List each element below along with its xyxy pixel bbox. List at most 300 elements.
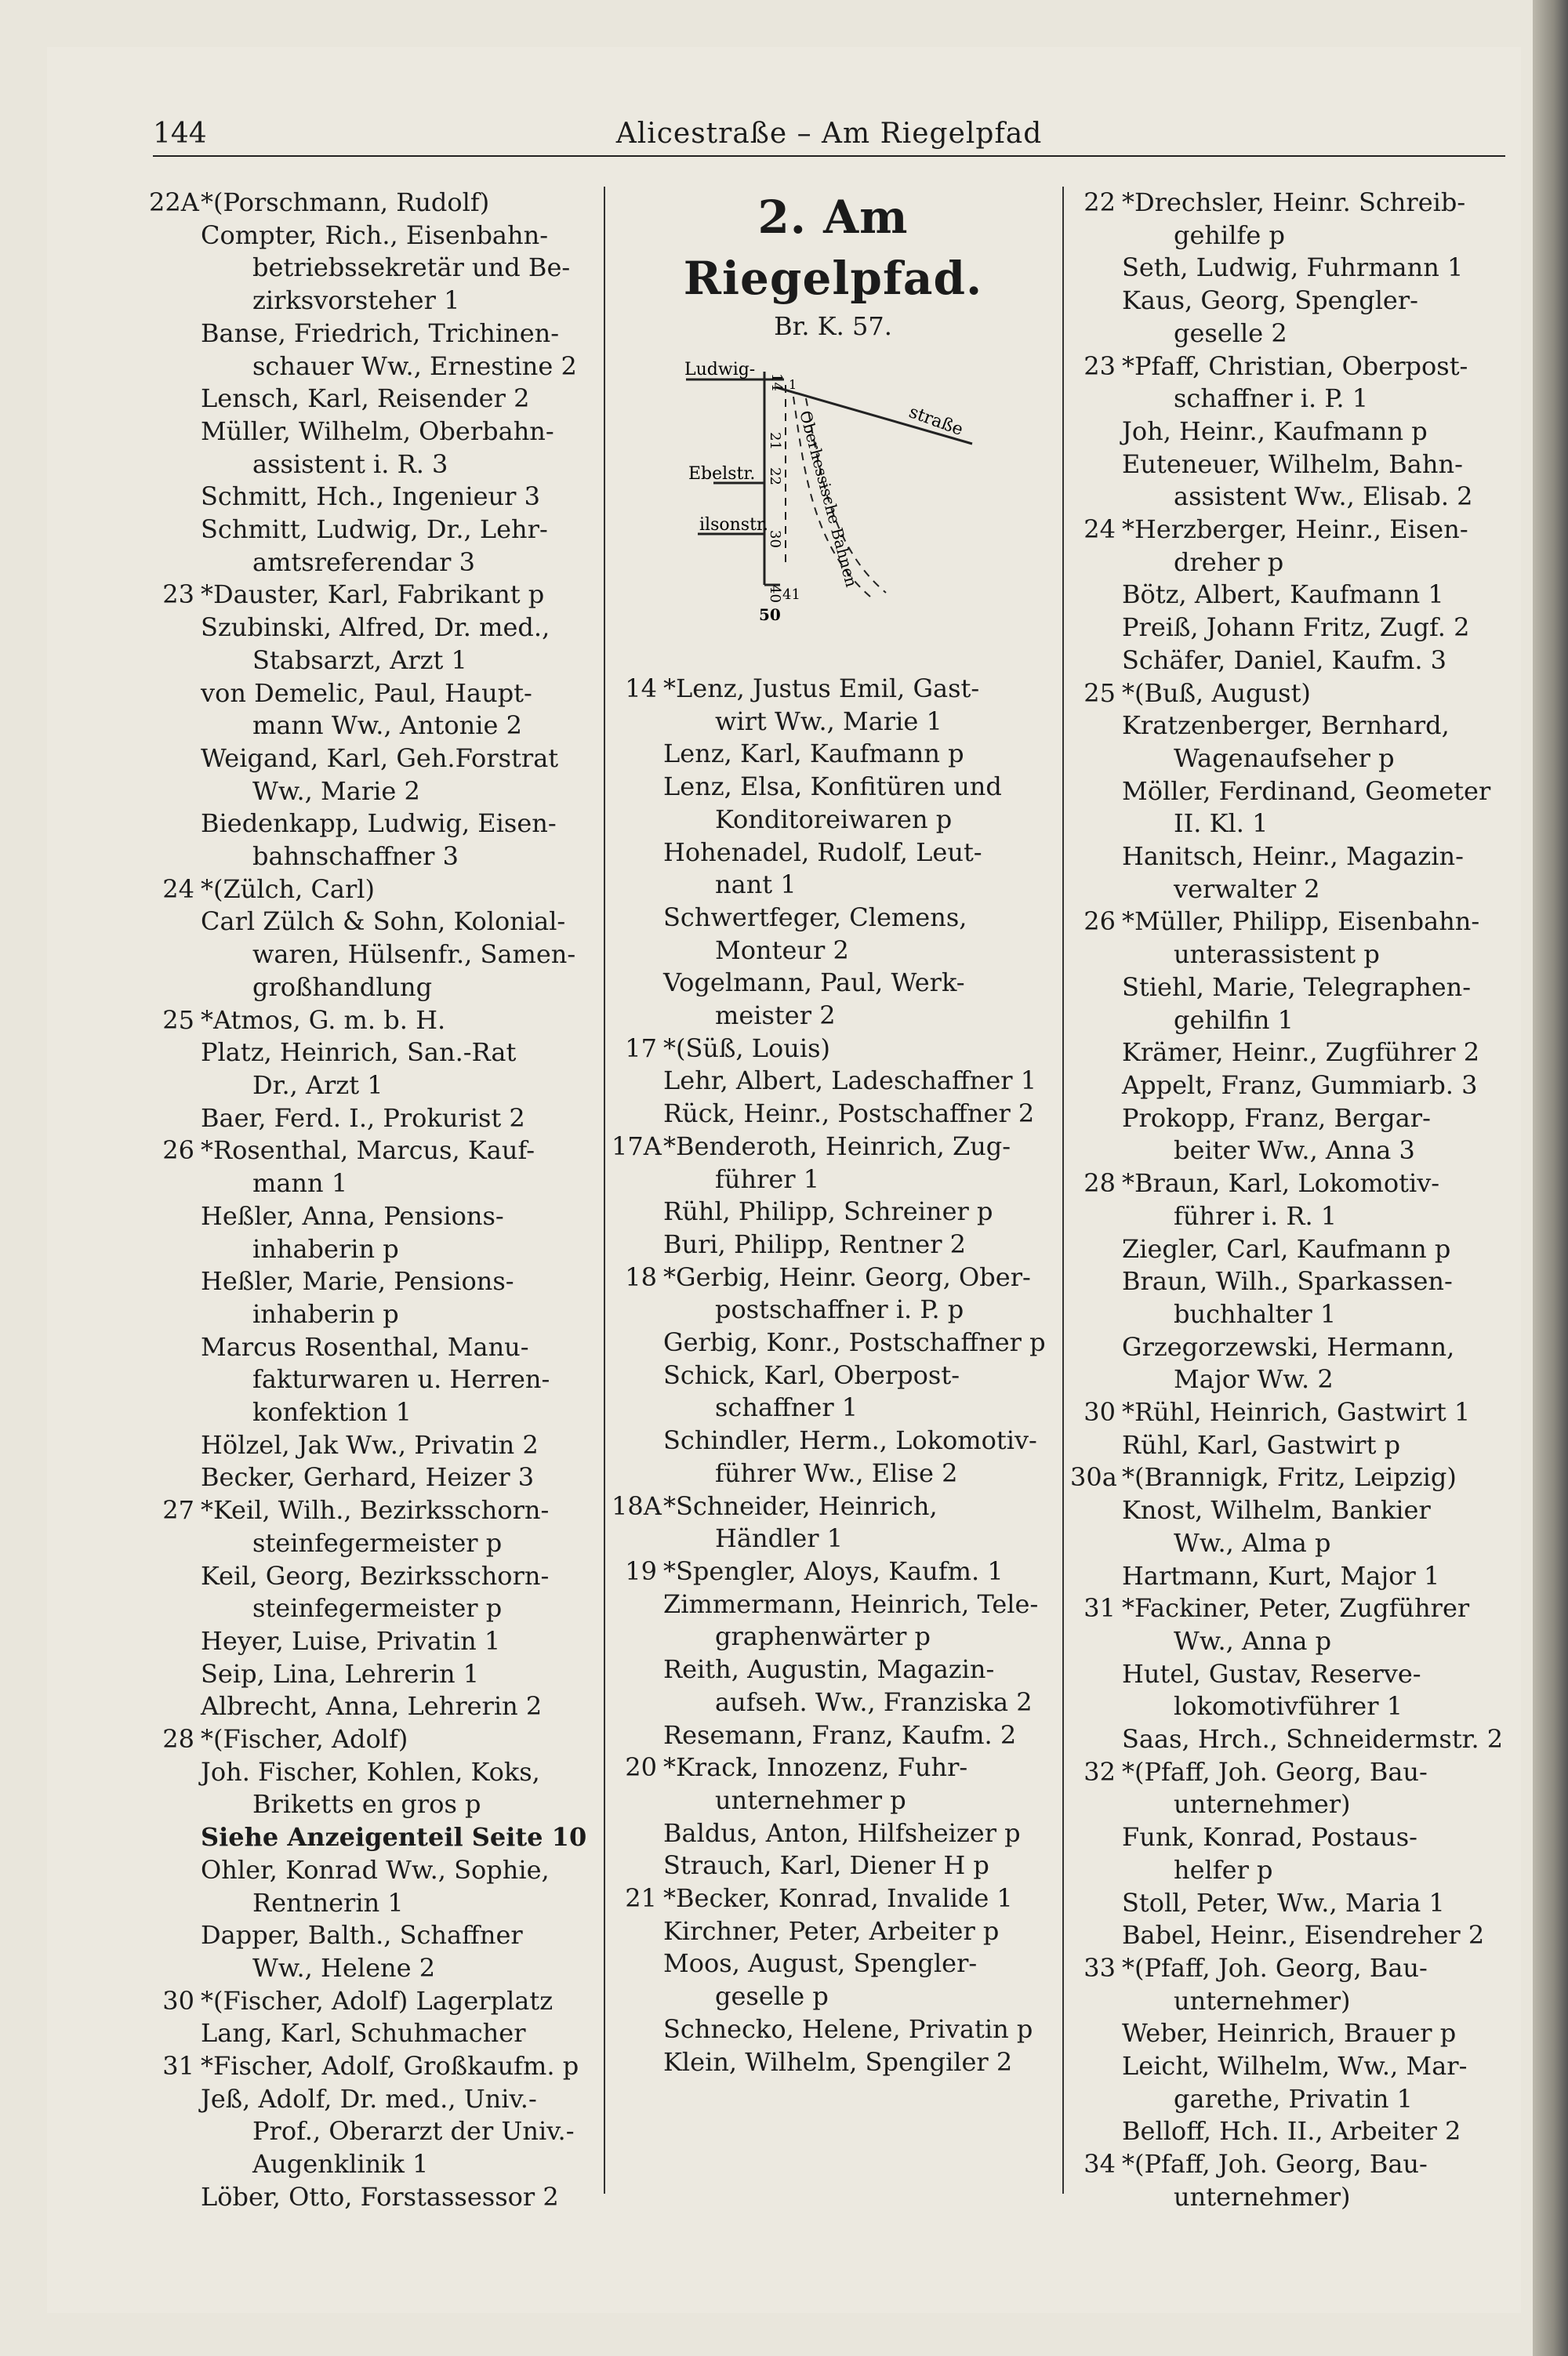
entry-text: Ww., Alma p bbox=[1174, 1527, 1331, 1558]
entry-text: Ohler, Konrad Ww., Sophie, bbox=[201, 1854, 550, 1885]
entry-text: *(Brannigk, Fritz, Leipzig) bbox=[1122, 1462, 1457, 1493]
directory-entry bbox=[1070, 1396, 1513, 1429]
directory-entry bbox=[149, 1069, 596, 1102]
directory-entry bbox=[612, 1033, 1054, 1065]
entry-text: Seip, Lina, Lehrerin 1 bbox=[201, 1658, 480, 1689]
directory-entry bbox=[1070, 742, 1513, 775]
directory-entry bbox=[1070, 579, 1513, 612]
entry-text: unterassistent p bbox=[1174, 939, 1380, 970]
entry-text: Heßler, Anna, Pensions- bbox=[201, 1200, 504, 1231]
map-label-oberhessische-bahnen: Oberhessische Bahnen bbox=[796, 408, 862, 590]
directory-entry bbox=[149, 416, 596, 448]
entry-text: Moos, August, Spengler- bbox=[663, 1948, 978, 1979]
entry-text: Becker, Gerhard, Heizer 3 bbox=[201, 1462, 535, 1493]
entry-text: *Drechsler, Heinr. Schreib- bbox=[1122, 187, 1466, 217]
entry-text: Schindler, Herm., Lokomotiv- bbox=[663, 1425, 1037, 1456]
directory-column-3 bbox=[1070, 187, 1513, 2214]
entry-text: Bötz, Albert, Kaufmann 1 bbox=[1122, 579, 1444, 610]
directory-entry bbox=[1070, 220, 1513, 252]
directory-entry bbox=[612, 804, 1054, 837]
directory-entry bbox=[149, 1527, 596, 1560]
directory-entry bbox=[612, 1261, 1054, 1294]
entry-text: Dapper, Balth., Schaffner bbox=[201, 1920, 523, 1951]
directory-entry bbox=[149, 1560, 596, 1593]
directory-entry bbox=[612, 837, 1054, 869]
entry-text: Resemann, Franz, Kaufm. 2 bbox=[663, 1719, 1017, 1750]
entry-text: betriebssekretär und Be- bbox=[252, 252, 571, 283]
entry-text: Marcus Rosenthal, Manu- bbox=[201, 1331, 529, 1362]
directory-entry bbox=[1070, 2050, 1513, 2083]
directory-entry bbox=[149, 742, 596, 775]
entry-text: *(Porschmann, Rudolf) bbox=[201, 187, 490, 217]
running-title: Alicestraße – Am Riegelpfad bbox=[615, 118, 1043, 150]
entry-text: Vogelmann, Paul, Werk- bbox=[663, 967, 965, 998]
entry-text: Prof., Oberarzt der Univ.- bbox=[252, 2116, 575, 2147]
directory-entry bbox=[1070, 1167, 1513, 1200]
directory-entry bbox=[1070, 481, 1513, 514]
directory-entry bbox=[149, 481, 596, 514]
entry-text: bahnschaffner 3 bbox=[252, 841, 459, 872]
house-number: 28 bbox=[162, 1724, 194, 1755]
entry-text: Briketts en gros p bbox=[252, 1789, 481, 1820]
entry-text: Ww., Anna p bbox=[1174, 1625, 1332, 1656]
directory-entry bbox=[612, 673, 1054, 706]
entry-text: helfer p bbox=[1174, 1854, 1273, 1885]
directory-entry bbox=[1070, 1854, 1513, 1887]
entry-text: *(Fischer, Adolf) Lagerplatz bbox=[201, 1985, 554, 2016]
entry-text: *Fackiner, Peter, Zugführer bbox=[1122, 1593, 1470, 1624]
entry-text: Lenz, Elsa, Konfitüren und bbox=[663, 771, 1002, 802]
directory-entry bbox=[149, 1658, 596, 1691]
directory-entry bbox=[612, 2013, 1054, 2046]
entry-text: Babel, Heinr., Eisendreher 2 bbox=[1122, 1920, 1485, 1951]
entry-text: assistent Ww., Elisab. 2 bbox=[1174, 481, 1473, 512]
entry-text: Prokopp, Franz, Bergar- bbox=[1122, 1102, 1431, 1133]
directory-entry bbox=[149, 1461, 596, 1494]
entry-text: steinfegermeister p bbox=[252, 1593, 503, 1624]
entry-text: Lensch, Karl, Reisender 2 bbox=[201, 383, 530, 414]
directory-entry bbox=[149, 2050, 596, 2083]
directory-entry bbox=[612, 1588, 1054, 1621]
directory-entry bbox=[1070, 1821, 1513, 1854]
directory-entry bbox=[1070, 2083, 1513, 2116]
entry-text: *Fischer, Adolf, Großkaufm. p bbox=[201, 2051, 579, 2082]
entry-text: Ww., Marie 2 bbox=[252, 775, 420, 806]
directory-entry bbox=[149, 1200, 596, 1233]
directory-entry bbox=[1070, 1069, 1513, 1102]
directory-entry bbox=[149, 1821, 596, 1854]
entry-text: inhaberin p bbox=[252, 1298, 399, 1329]
directory-entry bbox=[612, 1098, 1054, 1131]
directory-entry bbox=[1070, 252, 1513, 285]
entry-text: *Herzberger, Heinr., Eisen- bbox=[1122, 514, 1468, 545]
entry-text: schaffner i. P. 1 bbox=[1174, 383, 1369, 414]
directory-entry bbox=[612, 967, 1054, 1000]
entry-text: verwalter 2 bbox=[1174, 873, 1320, 904]
directory-entry bbox=[1070, 873, 1513, 906]
column-divider bbox=[1062, 187, 1064, 2194]
entry-text: *Krack, Innozenz, Fuhr- bbox=[663, 1752, 968, 1783]
directory-entry bbox=[612, 935, 1054, 967]
directory-entry bbox=[612, 706, 1054, 739]
entry-text: unternehmer) bbox=[1174, 1985, 1351, 2016]
directory-entry bbox=[1070, 448, 1513, 481]
house-number: 31 bbox=[162, 2051, 194, 2082]
entry-text: Möller, Ferdinand, Geometer bbox=[1122, 775, 1491, 806]
entry-text: Joh, Heinr., Kaufmann p bbox=[1122, 416, 1428, 446]
entry-text: Preiß, Johann Fritz, Zugf. 2 bbox=[1122, 612, 1470, 643]
entry-text: führer i. R. 1 bbox=[1174, 1200, 1338, 1231]
entry-text: postschaffner i. P. p bbox=[715, 1294, 964, 1325]
directory-entry bbox=[1070, 1788, 1513, 1821]
entry-text: *Müller, Philipp, Eisenbahn- bbox=[1122, 906, 1480, 937]
map-house-number: 41 bbox=[782, 586, 800, 603]
entry-text: Baldus, Anton, Hilfsheizer p bbox=[663, 1817, 1021, 1848]
house-number: 24 bbox=[1083, 514, 1116, 545]
directory-entry bbox=[1070, 1756, 1513, 1789]
entry-text: Jeß, Adolf, Dr. med., Univ.- bbox=[201, 2083, 537, 2114]
directory-entry bbox=[149, 1952, 596, 1985]
directory-entry bbox=[612, 1490, 1054, 1523]
house-number: 22A bbox=[149, 187, 199, 217]
map-house-number: 21 bbox=[767, 432, 783, 450]
house-number: 24 bbox=[162, 873, 194, 904]
house-number: 20 bbox=[625, 1752, 657, 1783]
directory-entry bbox=[612, 1065, 1054, 1098]
directory-entry bbox=[1070, 1919, 1513, 1952]
directory-entry bbox=[149, 1134, 596, 1167]
entry-text: Major Ww. 2 bbox=[1174, 1364, 1334, 1395]
entry-text: Rück, Heinr., Postschaffner 2 bbox=[663, 1098, 1035, 1129]
directory-entry bbox=[149, 710, 596, 742]
entry-text: Wagenaufseher p bbox=[1174, 742, 1395, 773]
entry-text: Strauch, Karl, Diener H p bbox=[663, 1850, 989, 1881]
entry-text: Banse, Friedrich, Trichinen- bbox=[201, 318, 560, 348]
directory-entry bbox=[612, 1784, 1054, 1817]
entry-text: *Schneider, Heinrich, bbox=[663, 1490, 938, 1521]
directory-entry bbox=[612, 1948, 1054, 1980]
entry-text: Dr., Arzt 1 bbox=[252, 1069, 383, 1100]
directory-entry bbox=[612, 1915, 1054, 1948]
entry-text: unternehmer p bbox=[715, 1784, 906, 1815]
directory-entry bbox=[149, 1429, 596, 1462]
entry-text: Hohenadel, Rudolf, Leut- bbox=[663, 837, 982, 867]
book-spine-shadow bbox=[1533, 0, 1568, 2356]
entry-text: *(Süß, Louis) bbox=[663, 1033, 830, 1063]
entry-text: *(Pfaff, Joh. Georg, Bau- bbox=[1122, 2149, 1428, 2180]
entry-text: *Becker, Konrad, Invalide 1 bbox=[663, 1883, 1013, 1914]
house-number: 17 bbox=[625, 1033, 657, 1063]
entry-text: geselle 2 bbox=[1174, 318, 1287, 348]
entry-text: Rühl, Karl, Gastwirt p bbox=[1122, 1429, 1401, 1460]
entry-text: Seth, Ludwig, Fuhrmann 1 bbox=[1122, 252, 1464, 283]
directory-entry bbox=[149, 1396, 596, 1429]
entry-text: aufseh. Ww., Franziska 2 bbox=[715, 1686, 1033, 1717]
directory-entry bbox=[1070, 2017, 1513, 2050]
directory-entry bbox=[149, 873, 596, 906]
house-number: 19 bbox=[625, 1556, 657, 1586]
directory-entry bbox=[149, 1723, 596, 1756]
entry-text: Stabsarzt, Arzt 1 bbox=[252, 644, 467, 675]
map-label-wilsonstr: ilsonstr. bbox=[699, 515, 768, 535]
entry-text: schaffner 1 bbox=[715, 1392, 858, 1423]
entry-text: Leicht, Wilhelm, Ww., Mar- bbox=[1122, 2051, 1468, 2082]
street-map bbox=[612, 350, 1054, 655]
entry-text: Siehe Anzeigenteil Seite 10 bbox=[201, 1822, 587, 1853]
directory-entry bbox=[1070, 1952, 1513, 1985]
directory-entry bbox=[1070, 1560, 1513, 1593]
entry-text: Saas, Hrch., Schneidermstr. 2 bbox=[1122, 1724, 1504, 1755]
entry-text: Krämer, Heinr., Zugführer 2 bbox=[1122, 1037, 1480, 1068]
entry-text: Braun, Wilh., Sparkassen- bbox=[1122, 1266, 1453, 1297]
directory-entry bbox=[1070, 1036, 1513, 1069]
directory-entry bbox=[612, 1392, 1054, 1425]
directory-column-1 bbox=[149, 187, 596, 2214]
entry-text: führer 1 bbox=[715, 1163, 820, 1194]
directory-entry bbox=[1070, 514, 1513, 546]
entry-text: Baer, Ferd. I., Prokurist 2 bbox=[201, 1102, 525, 1133]
entry-text: Monteur 2 bbox=[715, 935, 849, 965]
directory-entry bbox=[1070, 938, 1513, 971]
directory-entry bbox=[149, 677, 596, 710]
entry-text: gehilfin 1 bbox=[1174, 1004, 1294, 1035]
directory-entry bbox=[1070, 677, 1513, 710]
entry-text: Funk, Konrad, Postaus- bbox=[1122, 1822, 1417, 1853]
directory-entry bbox=[1070, 1102, 1513, 1135]
entry-text: nant 1 bbox=[715, 869, 797, 900]
directory-entry bbox=[149, 285, 596, 318]
directory-entry bbox=[612, 1686, 1054, 1719]
directory-entry bbox=[149, 840, 596, 873]
directory-entry bbox=[1070, 775, 1513, 808]
entry-text: Heyer, Luise, Privatin 1 bbox=[201, 1625, 501, 1656]
entry-text: Schäfer, Daniel, Kaufm. 3 bbox=[1122, 644, 1447, 675]
entry-text: *Gerbig, Heinr. Georg, Ober- bbox=[663, 1261, 1031, 1292]
entry-text: *(Buß, August) bbox=[1122, 677, 1311, 708]
entry-text: inhaberin p bbox=[252, 1233, 399, 1264]
directory-entry bbox=[612, 738, 1054, 771]
directory-entry bbox=[1070, 2181, 1513, 2214]
map-label-strasse: straße bbox=[906, 402, 966, 441]
directory-entry bbox=[1070, 285, 1513, 318]
entry-text: *Benderoth, Heinrich, Zug- bbox=[663, 1131, 1011, 1161]
house-number: 18A bbox=[612, 1490, 662, 1521]
house-number: 21 bbox=[625, 1883, 657, 1914]
directory-entry bbox=[612, 1131, 1054, 1163]
entry-text: Rühl, Philipp, Schreiner p bbox=[663, 1196, 993, 1227]
entry-text: *(Zülch, Carl) bbox=[201, 873, 376, 904]
directory-entry bbox=[149, 514, 596, 546]
directory-entry bbox=[1070, 1985, 1513, 2018]
directory-entry bbox=[1070, 1658, 1513, 1691]
entry-text: *(Pfaff, Joh. Georg, Bau- bbox=[1122, 1952, 1428, 1983]
directory-entry bbox=[149, 383, 596, 416]
page-number: 144 bbox=[153, 118, 207, 150]
directory-entry bbox=[612, 1817, 1054, 1850]
directory-entry bbox=[612, 869, 1054, 902]
house-number: 17A bbox=[612, 1131, 662, 1161]
entry-text: *Atmos, G. m. b. H. bbox=[201, 1004, 446, 1035]
entry-text: meister 2 bbox=[715, 1000, 836, 1031]
directory-entry bbox=[149, 2148, 596, 2181]
entry-text: großhandlung bbox=[252, 971, 433, 1002]
directory-entry bbox=[612, 1360, 1054, 1392]
entry-text: Lang, Karl, Schuhmacher bbox=[201, 2018, 526, 2049]
entry-text: Hartmann, Kurt, Major 1 bbox=[1122, 1560, 1440, 1591]
entry-text: Schwertfeger, Clemens, bbox=[663, 902, 967, 932]
directory-entry bbox=[612, 1229, 1054, 1261]
directory-entry bbox=[1070, 1004, 1513, 1037]
directory-entry bbox=[1070, 1134, 1513, 1167]
directory-entry bbox=[612, 1556, 1054, 1588]
directory-entry bbox=[149, 1919, 596, 1952]
house-number: 25 bbox=[1083, 677, 1116, 708]
entry-text: *(Fischer, Adolf) bbox=[201, 1724, 408, 1755]
directory-entry bbox=[612, 1719, 1054, 1752]
entry-text: mann Ww., Antonie 2 bbox=[252, 710, 522, 741]
directory-entry bbox=[612, 1425, 1054, 1458]
directory-entry bbox=[1070, 906, 1513, 938]
column-divider bbox=[604, 187, 605, 2194]
directory-entry bbox=[1070, 1592, 1513, 1625]
entry-text: Compter, Rich., Eisenbahn- bbox=[201, 220, 549, 250]
directory-entry bbox=[149, 579, 596, 612]
entry-text: Szubinski, Alfred, Dr. med., bbox=[201, 612, 550, 643]
directory-entry bbox=[612, 1980, 1054, 2013]
directory-entry bbox=[149, 1036, 596, 1069]
directory-entry bbox=[149, 906, 596, 938]
entry-text: geselle p bbox=[715, 1981, 829, 2012]
directory-entry bbox=[1070, 1625, 1513, 1658]
house-number: 30 bbox=[1083, 1397, 1116, 1428]
entry-text: zirksvorsteher 1 bbox=[252, 285, 460, 316]
directory-entry bbox=[149, 775, 596, 808]
directory-entry bbox=[1070, 971, 1513, 1004]
house-number: 23 bbox=[162, 579, 194, 610]
map-label-ebelstr: Ebelstr. bbox=[688, 464, 756, 484]
entry-text: gehilfe p bbox=[1174, 220, 1285, 250]
entry-text: Albrecht, Anna, Lehrerin 2 bbox=[201, 1691, 543, 1722]
directory-entry bbox=[612, 1458, 1054, 1490]
directory-entry bbox=[1070, 1331, 1513, 1364]
entry-text: fakturwaren u. Herren- bbox=[252, 1364, 550, 1395]
house-number: 18 bbox=[625, 1261, 657, 1292]
directory-entry bbox=[149, 252, 596, 285]
entry-text: *Spengler, Aloys, Kaufm. 1 bbox=[663, 1556, 1004, 1586]
directory-entry bbox=[612, 1163, 1054, 1196]
directory-entry bbox=[149, 612, 596, 644]
house-number: 23 bbox=[1083, 350, 1116, 381]
directory-entry bbox=[149, 1167, 596, 1200]
entry-text: Kirchner, Peter, Arbeiter p bbox=[663, 1915, 1000, 1946]
entry-text: *Braun, Karl, Lokomotiv- bbox=[1122, 1168, 1440, 1199]
directory-entry bbox=[1070, 1887, 1513, 1920]
entry-text: Euteneuer, Wilhelm, Bahn- bbox=[1122, 448, 1463, 479]
entry-text: Rentnerin 1 bbox=[252, 1887, 404, 1918]
directory-entry bbox=[612, 2046, 1054, 2079]
street-map-drawing bbox=[612, 350, 1054, 655]
entry-text: unternehmer) bbox=[1174, 1789, 1351, 1820]
entry-text: Reith, Augustin, Magazin- bbox=[663, 1654, 995, 1685]
directory-entry bbox=[149, 1690, 596, 1723]
directory-entry bbox=[149, 546, 596, 579]
directory-entry bbox=[1070, 840, 1513, 873]
entry-text: Carl Zülch & Sohn, Kolonial- bbox=[201, 906, 566, 937]
directory-entry bbox=[612, 1850, 1054, 1882]
entry-text: assistent i. R. 3 bbox=[252, 448, 448, 479]
entry-text: Schmitt, Hch., Ingenieur 3 bbox=[201, 481, 540, 512]
house-number: 26 bbox=[1083, 906, 1116, 937]
map-house-number: 30 bbox=[767, 530, 783, 548]
house-number: 32 bbox=[1083, 1756, 1116, 1787]
directory-entry bbox=[612, 1882, 1054, 1915]
directory-entry bbox=[149, 938, 596, 971]
entry-text: Hölzel, Jak Ww., Privatin 2 bbox=[201, 1429, 539, 1460]
house-number: 34 bbox=[1083, 2149, 1116, 2180]
column-2-entries bbox=[612, 673, 1054, 2078]
directory-entry bbox=[149, 220, 596, 252]
house-number: 28 bbox=[1083, 1168, 1116, 1199]
entry-text: Händler 1 bbox=[715, 1523, 844, 1554]
directory-entry bbox=[149, 644, 596, 677]
map-label-ludwig: Ludwig- bbox=[684, 360, 756, 379]
entry-text: amtsreferendar 3 bbox=[252, 546, 475, 577]
directory-entry bbox=[149, 318, 596, 350]
entry-text: Stoll, Peter, Ww., Maria 1 bbox=[1122, 1887, 1445, 1918]
directory-entry bbox=[149, 1625, 596, 1658]
directory-entry bbox=[1070, 1461, 1513, 1494]
house-number: 31 bbox=[1083, 1593, 1116, 1624]
entry-text: Lehr, Albert, Ladeschaffner 1 bbox=[663, 1065, 1037, 1096]
map-house-number: 22 bbox=[767, 467, 783, 485]
directory-entry bbox=[1070, 546, 1513, 579]
entry-text: *Lenz, Justus Emil, Gast- bbox=[663, 673, 980, 703]
map-house-number: 1 bbox=[789, 377, 797, 392]
house-number: 33 bbox=[1083, 1952, 1116, 1983]
entry-text: II. Kl. 1 bbox=[1174, 808, 1269, 839]
house-number: 30 bbox=[162, 1985, 194, 2016]
directory-entry bbox=[1070, 383, 1513, 416]
entry-text: Schnecko, Helene, Privatin p bbox=[663, 2013, 1033, 2044]
directory-entry bbox=[612, 771, 1054, 804]
entry-text: Gerbig, Konr., Postschaffner p bbox=[663, 1327, 1046, 1358]
entry-text: wirt Ww., Marie 1 bbox=[715, 706, 942, 736]
entry-text: Schmitt, Ludwig, Dr., Lehr- bbox=[201, 514, 548, 545]
directory-entry bbox=[1070, 1690, 1513, 1723]
directory-entry bbox=[1070, 1233, 1513, 1266]
district-code: Br. K. 57. bbox=[774, 311, 892, 341]
map-house-number: 40 bbox=[767, 585, 783, 603]
entry-text: Appelt, Franz, Gummiarb. 3 bbox=[1122, 1069, 1478, 1100]
directory-entry bbox=[149, 1985, 596, 2018]
directory-entry bbox=[149, 1298, 596, 1331]
directory-entry bbox=[1070, 2115, 1513, 2148]
entry-text: Ww., Helene 2 bbox=[252, 1952, 436, 1983]
entry-text: Klein, Wilhelm, Spengiler 2 bbox=[663, 2046, 1013, 2077]
entry-text: waren, Hülsenfr., Samen- bbox=[252, 939, 576, 970]
entry-text: Joh. Fischer, Kohlen, Koks, bbox=[201, 1756, 540, 1787]
directory-entry bbox=[1070, 1363, 1513, 1396]
entry-text: Löber, Otto, Forstassessor 2 bbox=[201, 2181, 559, 2212]
directory-entry bbox=[1070, 1298, 1513, 1331]
directory-entry bbox=[149, 808, 596, 840]
directory-entry bbox=[1070, 2148, 1513, 2181]
directory-entry bbox=[149, 2017, 596, 2050]
house-number: 25 bbox=[162, 1004, 194, 1035]
directory-entry bbox=[149, 1004, 596, 1037]
directory-entry bbox=[1070, 350, 1513, 383]
entry-text: Hanitsch, Heinr., Magazin- bbox=[1122, 841, 1464, 872]
